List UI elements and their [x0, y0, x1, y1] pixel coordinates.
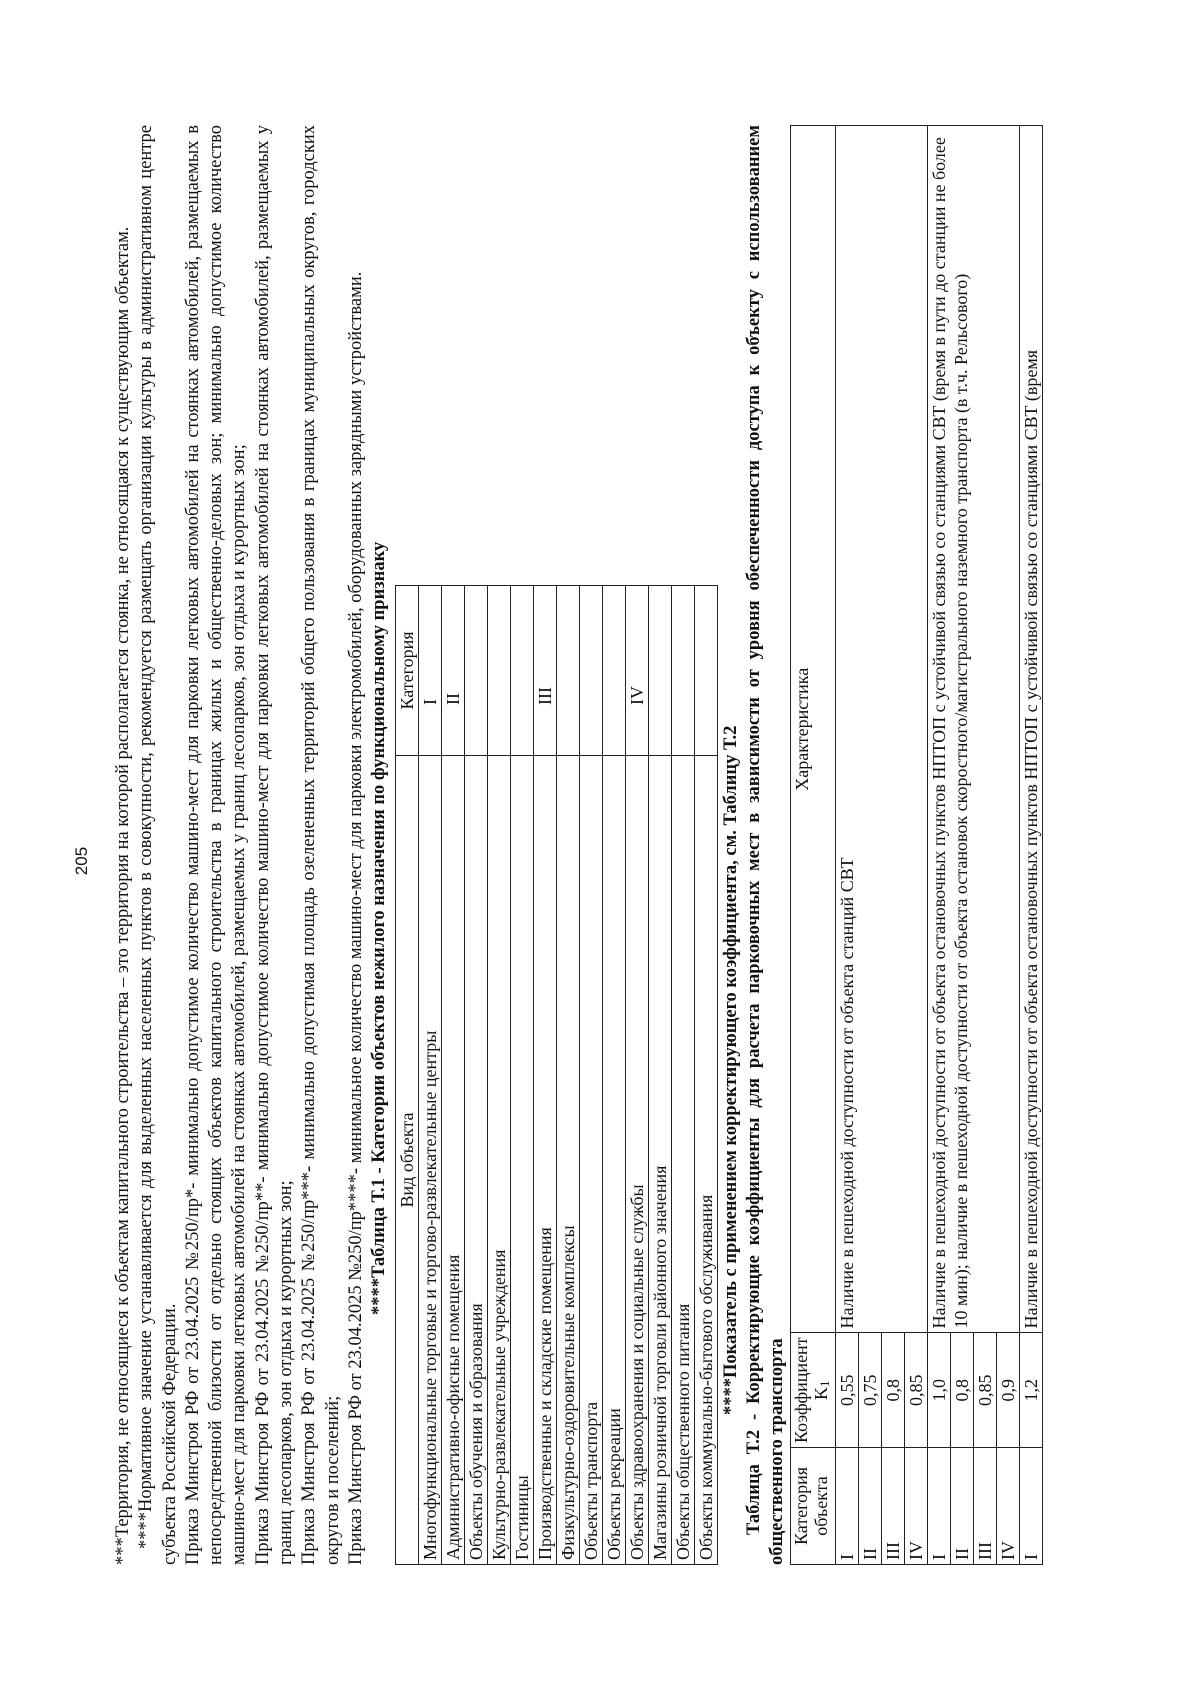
table-cell: II: [441, 586, 464, 756]
table-cell: Культурно-развлекательные учреждения: [487, 756, 510, 1565]
table-cell: IV: [905, 1448, 928, 1565]
table-cell: III: [533, 586, 556, 756]
table1-header-object-type: Вид объекта: [395, 756, 418, 1565]
coefficient-subscript: 1: [817, 1380, 833, 1387]
table-cell: [648, 586, 671, 756]
table-cell: IV: [997, 1448, 1020, 1565]
table-row: [464, 586, 487, 1565]
table-cell: 0,55: [836, 1333, 859, 1448]
order-paragraph-1: Приказ Минстроя РФ от 23.04.2025 №250/пр*- минимально допустимое количество машино-мест для парковки легковых автомобилей на стоянках автомобилей, размещаемых в непосредственной близости от отдельно стоящих объектов капитального строительства в границах жилых и общественно-деловых зон; минимально допустимое количество машино-мест для парковки легковых автомобилей на стоянках автомобилей, размещаемых у границ лесопарков, зон отдыха и курортных зон;: [182, 125, 250, 1565]
table1-categories: [395, 585, 718, 1565]
table-row: [533, 586, 556, 1565]
table-cell: I: [928, 1448, 951, 1565]
table2-coefficients: [790, 125, 1043, 1565]
footnote-normative: ****Нормативное значение устанавливается для выделенных населенных пунктов в совокупности, рекомендуется размещать организации культуры в административном центре субъекта Российской Федерации.: [136, 125, 180, 1565]
table-row: [671, 586, 694, 1565]
table1-header-category: Категория: [395, 586, 418, 756]
table2-header-description: Характеристика: [791, 126, 836, 1333]
table-row: [625, 586, 648, 1565]
table-cell: [602, 586, 625, 756]
table-cell: 0,85: [974, 1333, 997, 1448]
table-cell: 1,2: [1020, 1333, 1043, 1448]
table-cell: I: [836, 1448, 859, 1565]
page-number: 205: [72, 846, 91, 876]
table-cell: Магазины розничной торговли районного значения: [648, 756, 671, 1565]
table-row: [648, 586, 671, 1565]
table-cell: 0,85: [905, 1333, 928, 1448]
table2-title: Таблица Т.2 - Корректирующие коэффициенты для расчета парковочных мест в зависимости от уровня обеспеченности доступа к объекту с использованием общественного транспорта: [743, 125, 788, 1565]
table-cell: 0,9: [997, 1333, 1020, 1448]
table-row: [556, 586, 579, 1565]
table-row: [836, 126, 859, 1565]
table-cell-description: Наличие в пешеходной доступности от объекта остановочных пунктов НПТОП с устойчивой связью со станциями СВТ (время: [1020, 126, 1043, 1333]
table-cell: 0,8: [951, 1333, 974, 1448]
table-cell: I: [1020, 1448, 1043, 1565]
table-cell: Объекты обучения и образования: [464, 756, 487, 1565]
table-cell: [579, 586, 602, 756]
table-cell: [510, 586, 533, 756]
order-paragraph-4: Приказ Минстроя РФ от 23.04.2025 №250/пр****- минимальное количество машино-мест для парковки электромобилей, оборудованных зарядными устройствами.: [345, 271, 366, 1565]
table2-note: ****Показатель с применением корректирующего коэффициента, см. Таблицу Т.2: [720, 725, 741, 1415]
table-cell: [556, 586, 579, 756]
table-cell: Объекты рекреации: [602, 756, 625, 1565]
table-cell: [487, 586, 510, 756]
table-row: [928, 126, 951, 1565]
coefficient-symbol: K: [811, 1386, 832, 1400]
order-paragraph-2: Приказ Минстроя РФ от 23.04.2025 №250/пр**- минимально допустимое количество машино-мест для парковки легковых автомобилей на стоянках автомобилей, размещаемых у границ лесопарков, зон отдыха и курортных зон;: [252, 125, 297, 1565]
table-cell-description: Наличие в пешеходной доступности от объекта станций СВТ: [836, 126, 928, 1333]
table2-header-category: Категория объекта: [791, 1448, 836, 1565]
table-cell: Производственные и складские помещения: [533, 756, 556, 1565]
table-cell: I: [418, 586, 441, 756]
table-cell: Объекты здравоохранения и социальные службы: [625, 756, 648, 1565]
table-cell: Объекты общественного питания: [671, 756, 694, 1565]
table-cell: Административно-офисные помещения: [441, 756, 464, 1565]
table-cell: II: [951, 1448, 974, 1565]
table-cell: IV: [625, 586, 648, 756]
table-cell: Объекты коммунально-бытового обслуживания: [694, 756, 717, 1565]
table1-title: ****Таблица Т.1 - Категории объектов нежилого назначения по функциональному признаку: [369, 541, 390, 1315]
table1-header-row: [395, 586, 418, 1565]
table-cell: [464, 586, 487, 756]
table2-header-row: [791, 126, 836, 1565]
table-cell: 0,8: [882, 1333, 905, 1448]
table-cell-description: Наличие в пешеходной доступности от объекта остановочных пунктов НПТОП с устойчивой связью со станциями СВТ (время в пути до станции не более 10 мин); наличие в пешеходной доступности от объекта остановок скоростного/магистрального наземного транспорта (в т.ч. Рельсового): [928, 126, 1020, 1333]
table-cell: [694, 586, 717, 756]
table-row: [418, 586, 441, 1565]
table-cell: III: [974, 1448, 997, 1565]
table-row: [441, 586, 464, 1565]
table-cell: Многофункциональные торговые и торгово-развлекательные центры: [418, 756, 441, 1565]
table-cell: Гостиницы: [510, 756, 533, 1565]
table-row: [510, 586, 533, 1565]
table-row: [602, 586, 625, 1565]
table-cell: [671, 586, 694, 756]
order-paragraph-3: Приказ Минстроя РФ от 23.04.2025 №250/пр***- минимально допустимая площадь озелененных территорий общего пользования в границах муниципальных округов, городских округов и поселений;: [299, 125, 343, 1565]
table-cell: III: [882, 1448, 905, 1565]
table-row: [694, 586, 717, 1565]
table-cell: 1,0: [928, 1333, 951, 1448]
footnote-territory: ***Территория, не относящиеся к объектам капитального строительства – это территория на которой располагается стоянка, не относящаяся к существующим объектам.: [113, 226, 133, 1565]
table-row: [579, 586, 602, 1565]
table-cell: Объекты транспорта: [579, 756, 602, 1565]
table-row: [1020, 126, 1043, 1565]
page-content: [112, 125, 1043, 1565]
table-row: [487, 586, 510, 1565]
coefficient-label: Коэффициент: [791, 1337, 812, 1443]
table2-header-coefficient: [791, 1333, 836, 1448]
table-cell: Физкультурно-оздоровительные комплексы: [556, 756, 579, 1565]
table-cell: 0,75: [859, 1333, 882, 1448]
table-cell: II: [859, 1448, 882, 1565]
